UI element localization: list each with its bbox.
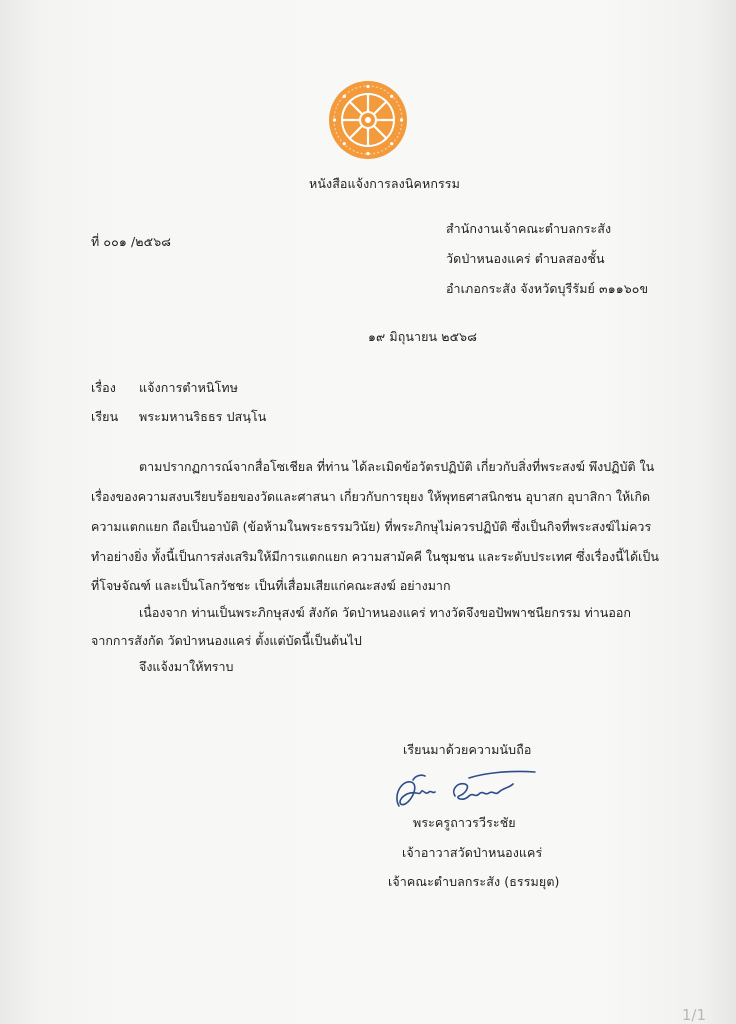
document-title: หนังสือแจ้งการลงนิคหกรรม [309, 176, 460, 191]
closing-phrase: เรียนมาด้วยความนับถือ [403, 742, 532, 757]
recipient-label: เรียน [91, 409, 119, 424]
signer-name: พระครูถาวรวีระชัย [413, 815, 516, 830]
paragraph-1-line-2: เรื่องของความสงบเรียบร้อยของวัดและศาสนา เกี่ยวกับการยุยง ให้พุทธศาสนิกชน อุบาสก อุบาสิกา ให้เกิด [91, 489, 651, 504]
paragraph-1-line-1: ตามปรากฏการณ์จากสื่อโซเชียล ที่ท่าน ได้ละเมิดข้อวัตรปฏิบัติ เกี่ยวกับสิ่งที่พระสงฆ์ พึงปฏิบัติ ใน [139, 459, 655, 474]
paragraph-1-line-5: ที่โจษจัณฑ์ และเป็นโลกวัชชะ เป็นที่เสื่อมเสียแก่คณะสงฆ์ อย่างมาก [91, 578, 451, 593]
recipient-value: พระมหานริธธร ปสนฺโน [139, 409, 267, 424]
subject-value: แจ้งการตำหนิโทษ [139, 380, 239, 395]
signer-position-2: เจ้าคณะตำบลกระสัง (ธรรมยุต) [388, 874, 560, 889]
signer-position-1: เจ้าอาวาสวัดป่าหนองแคร่ [402, 845, 543, 860]
reference-number: ที่ ๐๐๑ /๒๕๖๘ [91, 234, 171, 249]
letter-date: ๑๙ มิถุนายน ๒๕๖๘ [368, 329, 477, 344]
paragraph-1-line-3: ความแตกแยก ถือเป็นอาบัติ (ข้อห้ามในพระธรรมวินัย) ที่พระภิกษุไม่ควรปฏิบัติ ซึ่งเป็นกิจที่พระสงฆ์ไม่ควร [91, 519, 652, 534]
page-indicator: 1/1 [681, 1006, 706, 1024]
sender-address-line-1: สำนักงานเจ้าคณะตำบลกระสัง [446, 221, 612, 236]
paragraph-3: จึงแจ้งมาให้ทราบ [139, 659, 234, 674]
subject-label: เรื่อง [91, 380, 116, 395]
paragraph-2-line-2: จากการสังกัด วัดป่าหนองแคร่ ตั้งแต่บัดนี้เป็นต้นไป [91, 633, 362, 648]
dharma-wheel-logo-icon [328, 80, 408, 160]
sender-address-line-2: วัดป่าหนองแคร่ ตำบลสองชั้น [446, 251, 605, 266]
sender-address-line-3: อำเภอกระสัง จังหวัดบุรีรัมย์ ๓๑๑๖๐ข [446, 281, 649, 296]
paragraph-2-line-1: เนื่องจาก ท่านเป็นพระภิกษุสงฆ์ สังกัด วัดป่าหนองแคร่ ทางวัดจึงขอปัพพาชนียกรรม ท่านออก [139, 605, 631, 620]
paragraph-1-line-4: ทำอย่างยิ่ง ทั้งนี้เป็นการส่งเสริมให้มีการแตกแยก ความสามัคคี ในชุมชน และระดับประเทศ ซึ่งเรื่องนี้ได้เป็น [91, 549, 659, 564]
handwritten-signature-icon [385, 766, 545, 816]
